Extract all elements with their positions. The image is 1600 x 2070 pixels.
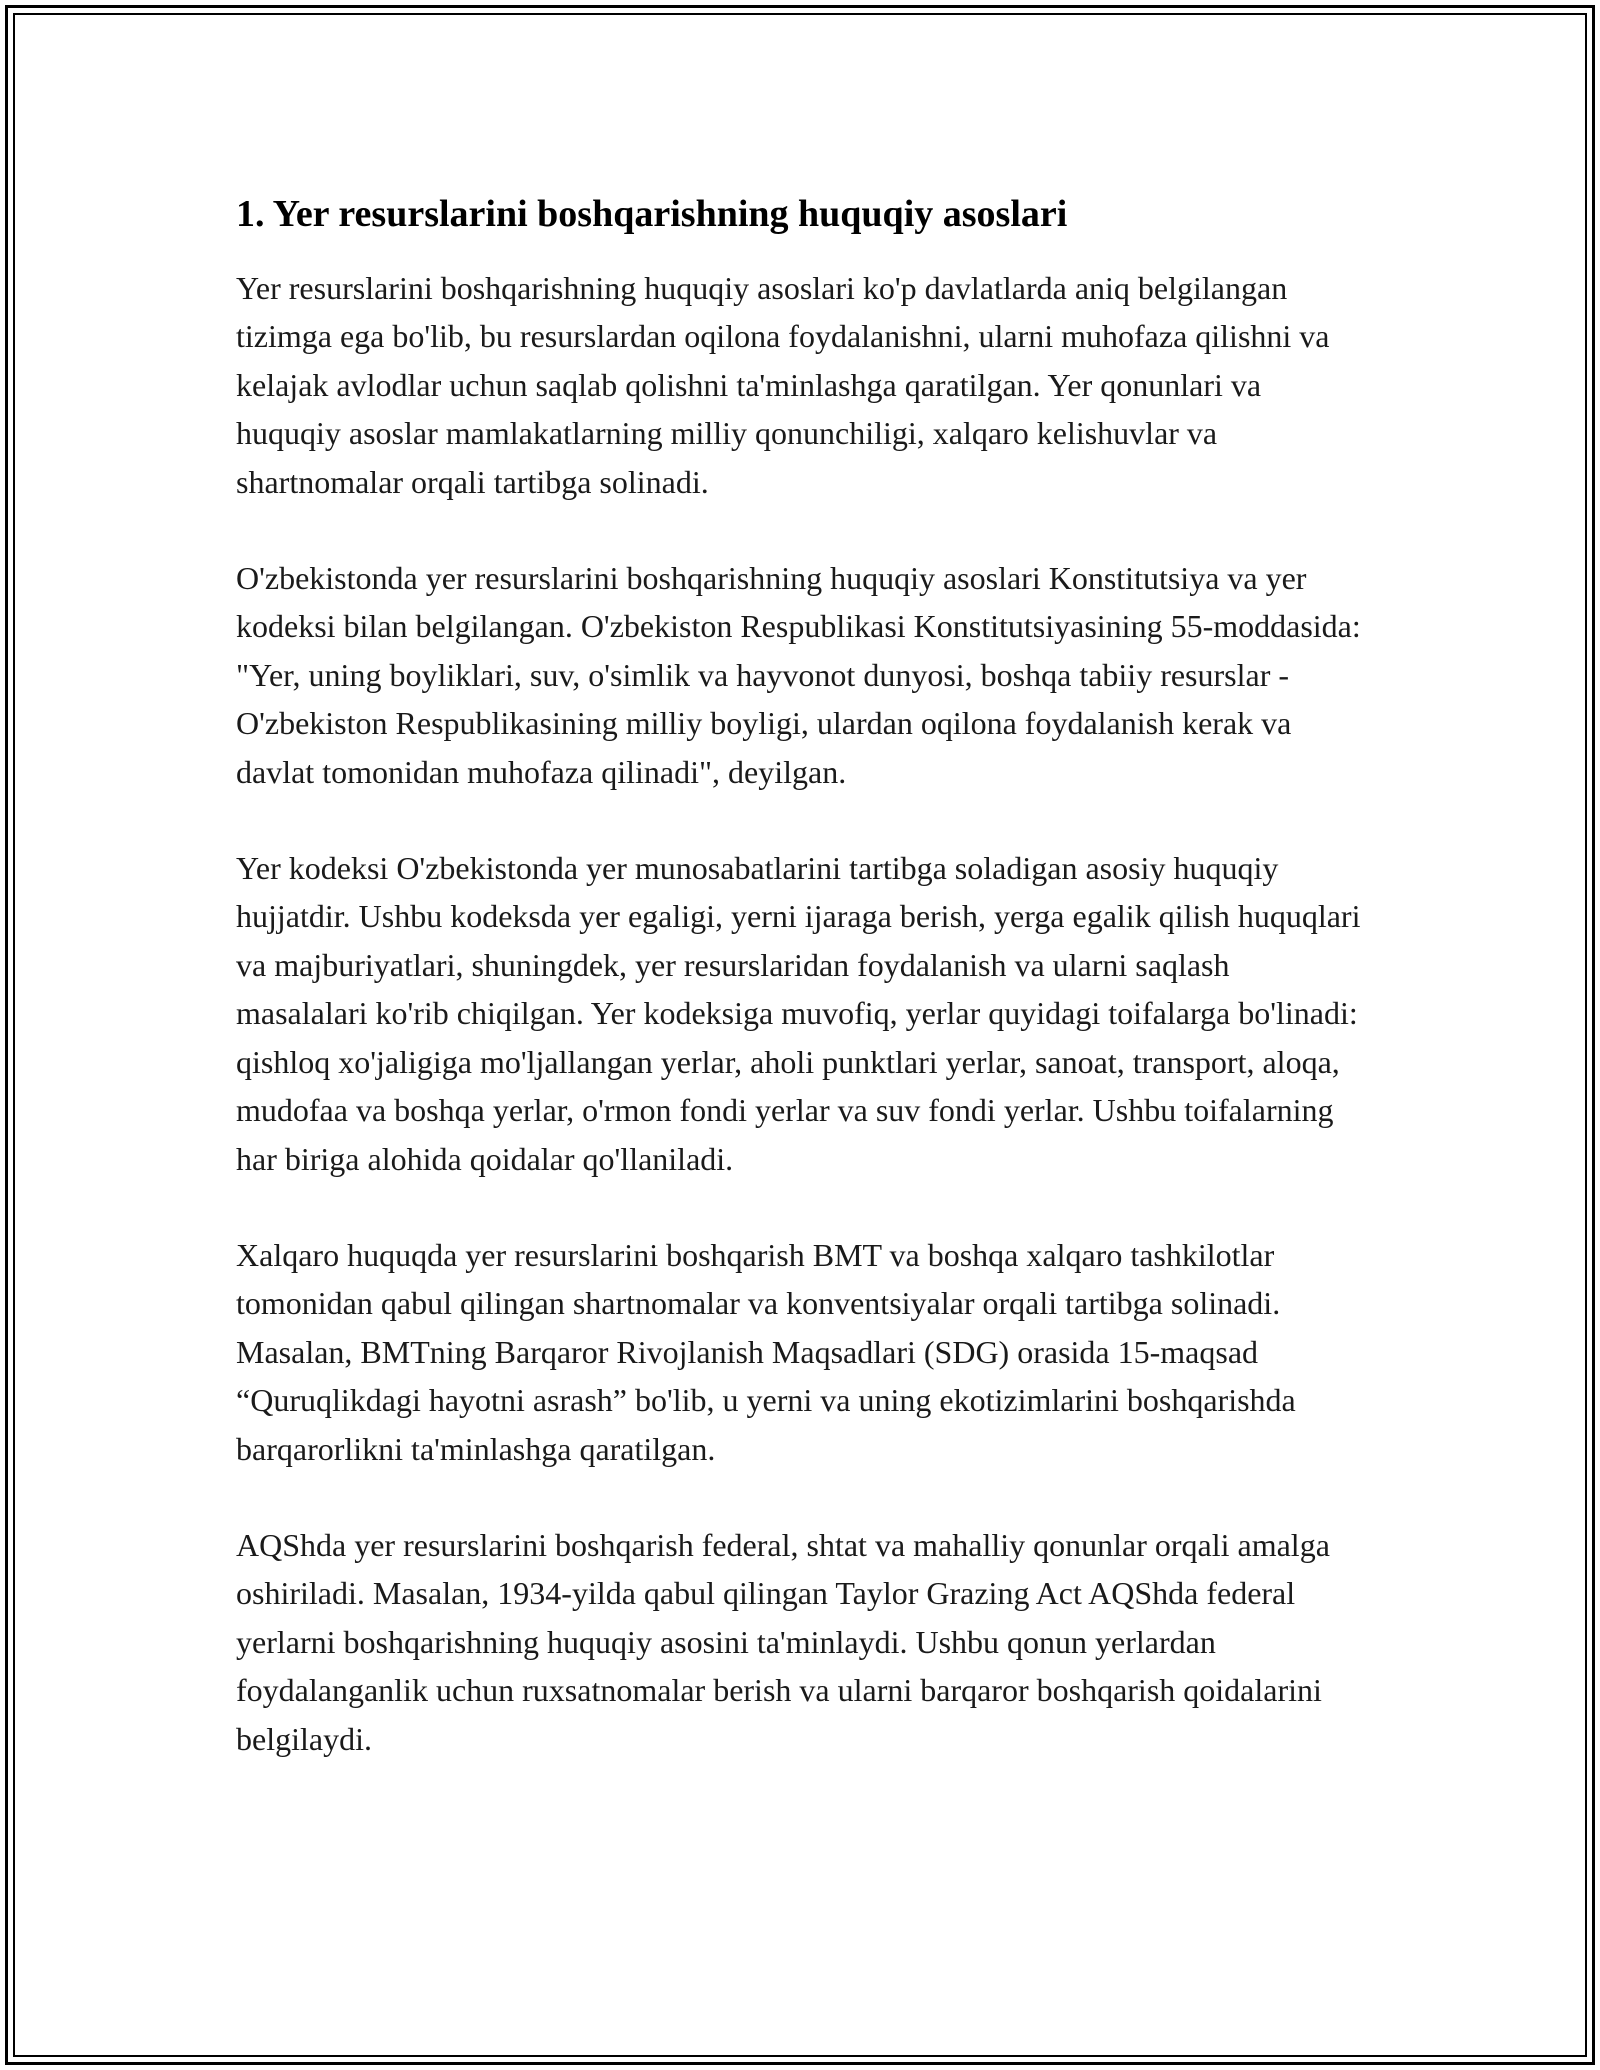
paragraph-3: Yer kodeksi O'zbekistonda yer munosabatlarini tartibga soladigan asosiy huquqiy hujjatdir. Ushbu kodeksda yer egaligi, yerni ijaraga berish, yerga egalik qilish huquqlari va majburiyatlari, shuningdek, yer resurslaridan foydalanish va ularni saqlash masalalari ko'rib chiqilgan. Yer kodeksiga muvofiq, yerlar quyidagi toifalarga bo'linadi: qishloq xo'jaligiga mo'ljallangan yerlar, aholi punktlari yerlar, sanoat, transport, aloqa, mudofaa va boshqa yerlar, o'rmon fondi yerlar va suv fondi yerlar. Ushbu toifalarning har biriga alohida qoidalar qo'llaniladi. <box>236 850 1361 1177</box>
document-body <box>236 190 1366 1763</box>
paragraph-2: O'zbekistonda yer resurslarini boshqarishning huquqiy asoslari Konstitutsiya va yer kodeksi bilan belgilangan. O'zbekiston Respublikasi Konstitutsiyasining 55-moddasida: "Yer, uning boyliklari, suv, o'simlik va hayvonot dunyosi, boshqa tabiiy resurslar - O'zbekiston Respublikasining milliy boyligi, ulardan oqilona foydalanish kerak va davlat tomonidan muhofaza qilinadi", deyilgan. <box>236 560 1361 790</box>
paragraph-1: Yer resurslarini boshqarishning huquqiy asoslari ko'p davlatlarda aniq belgilangan tizimga ega bo'lib, bu resurslardan oqilona foydalanishni, ularni muhofaza qilishni va kelajak avlodlar uchun saqlab qolishni ta'minlashga qaratilgan. Yer qonunlari va huquqiy asoslar mamlakatlarning milliy qonunchiligi, xalqaro kelishuvlar va shartnomalar orqali tartibga solinadi. <box>236 270 1330 500</box>
paragraph-4: Xalqaro huquqda yer resurslarini boshqarish BMT va boshqa xalqaro tashkilotlar tomonidan qabul qilingan shartnomalar va konventsiyalar orqali tartibga solinadi. Masalan, BMTning Barqaror Rivojlanish Maqsadlari (SDG) orasida 15-maqsad “Quruqlikdagi hayotni asrash” bo'lib, u yerni va uning ekotizimlarini boshqarishda barqarorlikni ta'minlashga qaratilgan. <box>236 1236 1296 1467</box>
section-heading: 1. Yer resurslarini boshqarishning huquqiy asoslari <box>236 193 1068 235</box>
paragraph-5: AQShda yer resurslarini boshqarish federal, shtat va mahalliy qonunlar orqali amalga oshiriladi. Masalan, 1934-yilda qabul qilingan Taylor Grazing Act AQShda federal yerlarni boshqarishning huquqiy asosini ta'minlaydi. Ushbu qonun yerlardan foydalanganlik uchun ruxsatnomalar berish va ularni barqaror boshqarish qoidalarini belgilaydi. <box>236 1526 1330 1757</box>
